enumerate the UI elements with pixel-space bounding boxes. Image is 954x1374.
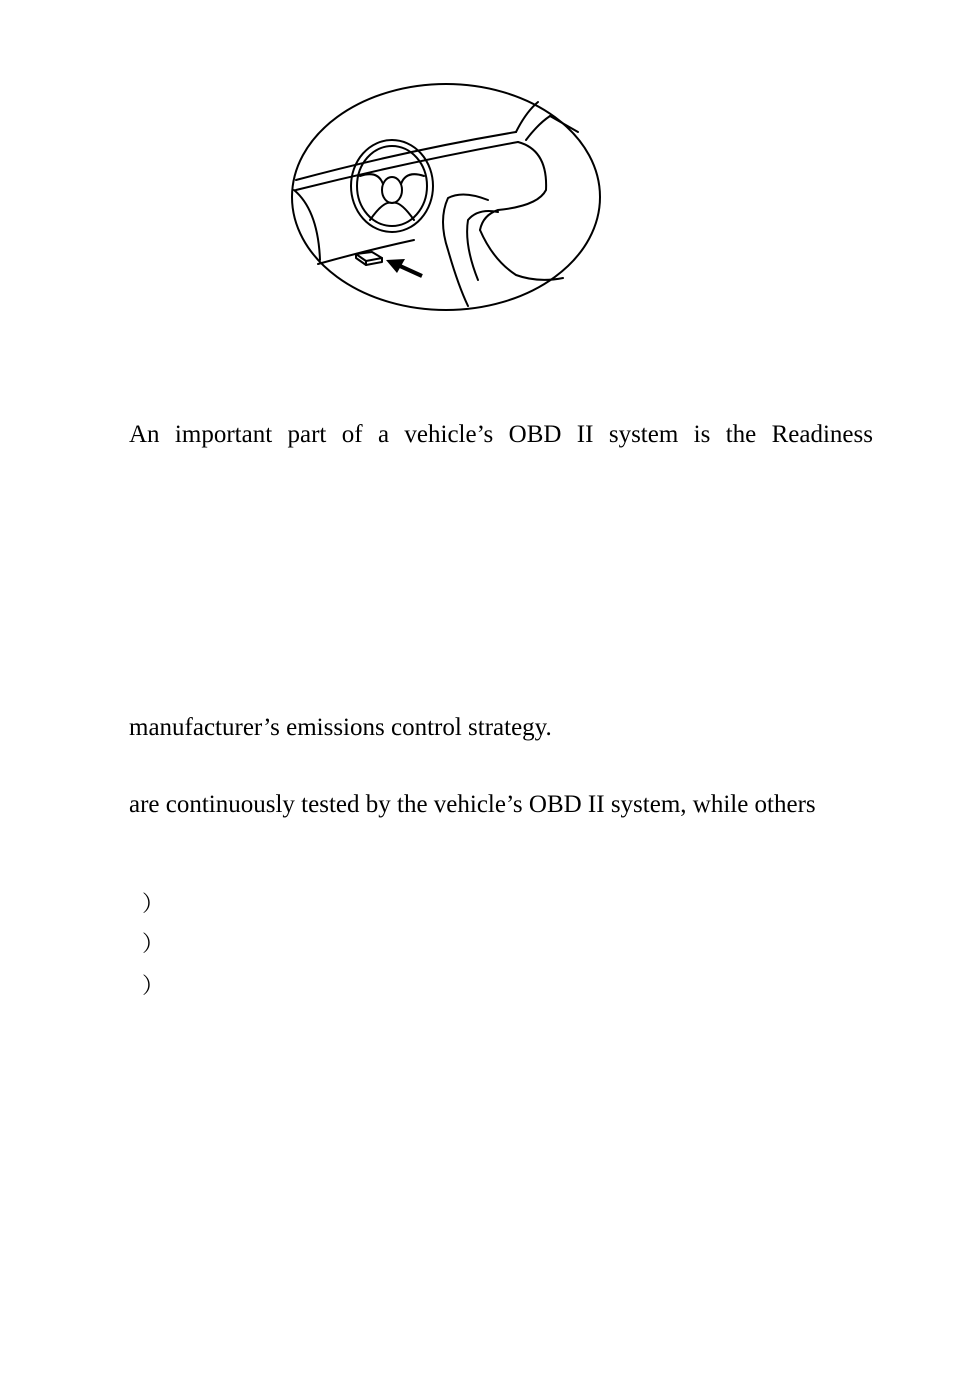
dashboard-obd-connector-illustration: [288, 80, 604, 316]
continuous-test-line: are continuously tested by the vehicle’s OBD II system, while others: [129, 791, 816, 818]
readiness-paragraph-line: An important part of a vehicle’s OBD II system is the Readiness: [129, 421, 873, 448]
emissions-strategy-line: manufacturer’s emissions control strategy.: [129, 714, 552, 741]
list-bullet: ）: [142, 974, 165, 999]
list-bullet: ）: [142, 892, 165, 917]
list-bullet: ）: [142, 932, 165, 957]
